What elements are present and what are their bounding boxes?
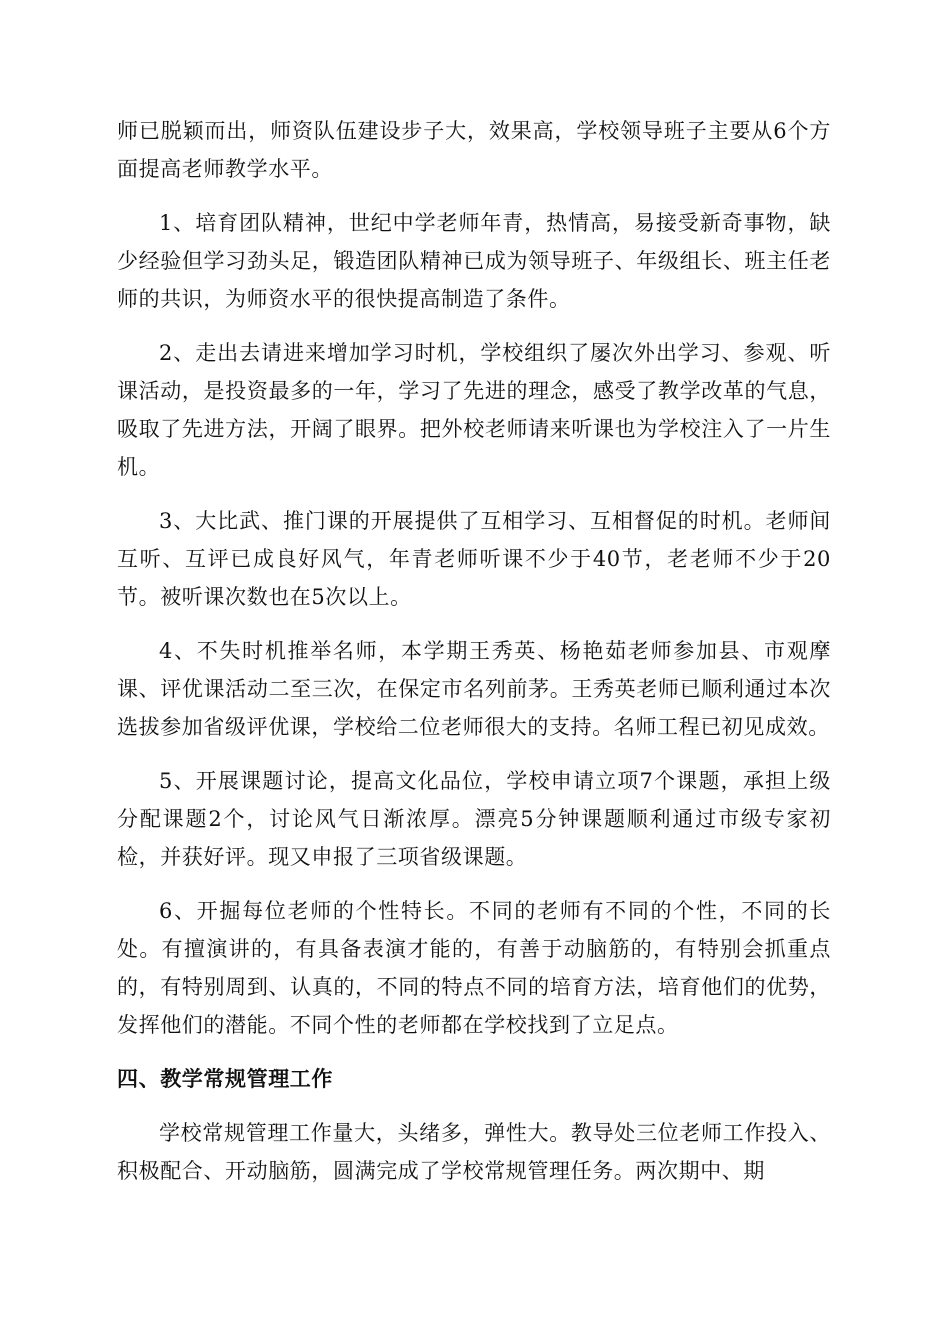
paragraph-item-6: 6、开掘每位老师的个性特长。不同的老师有不同的个性，不同的长处。有擅演讲的，有具备表演才能的，有善于动脑筋的，有特别会抓重点的，有特别周到、认真的，不同的特点不同的培育方法，培育他们的优势，发挥他们的潜能。不同个性的老师都在学校找到了立足点。 <box>117 899 831 1037</box>
paragraph-continuation: 师已脱颖而出，师资队伍建设步子大，效果高，学校领导班子主要从6个方面提高老师教学水平。 <box>117 119 831 181</box>
section-heading: 四、教学常规管理工作 <box>117 1067 333 1091</box>
paragraph-item-3: 3、大比武、推门课的开展提供了互相学习、互相督促的时机。老师间互听、互评已成良好风气，年青老师听课不少于40节，老老师不少于20节。被听课次数也在5次以上。 <box>117 509 831 609</box>
document-body <box>117 112 831 1206</box>
paragraph-section-intro: 学校常规管理工作量大，头绪多，弹性大。教导处三位老师工作投入、积极配合、开动脑筋，圆满完成了学校常规管理任务。两次期中、期 <box>117 1121 831 1183</box>
paragraph-item-4: 4、不失时机推举名师，本学期王秀英、杨艳茹老师参加县、市观摩课、评优课活动二至三次，在保定市名列前茅。王秀英老师已顺利通过本次选拔参加省级评优课，学校给二位老师很大的支持。名师工程已初见成效。 <box>117 639 831 739</box>
paragraph-item-1: 1、培育团队精神，世纪中学老师年青，热情高，易接受新奇事物，缺少经验但学习劲头足，锻造团队精神已成为领导班子、年级组长、班主任老师的共识，为师资水平的很快提高制造了条件。 <box>117 211 831 311</box>
paragraph-item-5: 5、开展课题讨论，提高文化品位，学校申请立项7个课题，承担上级分配课题2个，讨论风气日渐浓厚。漂亮5分钟课题顺利通过市级专家初检，并获好评。现又申报了三项省级课题。 <box>117 769 831 869</box>
paragraph-item-2: 2、走出去请进来增加学习时机，学校组织了屡次外出学习、参观、听课活动，是投资最多的一年，学习了先进的理念，感受了教学改革的气息，吸取了先进方法，开阔了眼界。把外校老师请来听课也为学校注入了一片生机。 <box>117 341 831 479</box>
